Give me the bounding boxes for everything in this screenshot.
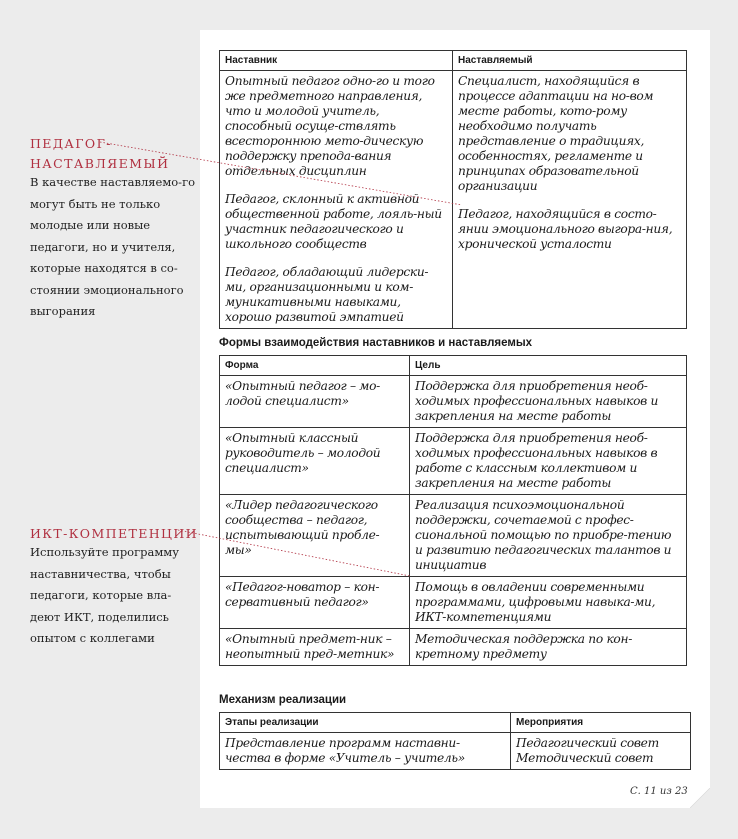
event-item: Методический совет: [516, 751, 654, 765]
column-header-form: Форма: [220, 356, 410, 376]
forms-table: [219, 355, 687, 666]
sidenote-text-ict: Используйте программу наставничества, чтобы педагоги, которые вла-деют ИКТ, поделились опытом с коллегами: [30, 545, 180, 645]
goal-cell: Помощь в овладении современными программами, цифровыми навыка-ми, ИКТ-компетенциями: [410, 577, 687, 629]
mentor-mentee-table: [219, 50, 687, 329]
page-fold-corner: [690, 788, 710, 808]
sidenote-text-mentee: В качестве наставляемо-го могут быть не только молодые или новые педагоги, но и учителя, которые находятся в со-стоянии эмоционального выгорания: [30, 175, 196, 318]
mentor-item: Педагог, обладающий лидерски-ми, организационными и ком-муникативными навыками, хорошо развитой эмпатией: [225, 265, 429, 324]
mentor-item: Опытный педагог одно-го и того же предметного направления, что и молодой учитель, способный осуще-ствлять всестороннюю мето-дическую поддержку препода-вания отдельных дисциплин: [225, 74, 435, 178]
form-cell: «Педагог-новатор – кон-сервативный педагог»: [220, 577, 410, 629]
form-cell: «Лидер педагогического сообщества – педагог, испытывающий пробле-мы»: [220, 495, 410, 577]
goal-cell: Поддержка для приобретения необ-ходимых профессиональных навыков и закрепления на месте работы: [410, 376, 687, 428]
table-header-row: [220, 356, 687, 376]
table-header-row: [220, 713, 691, 733]
sidenote-heading-line: ИКТ-КОМПЕТЕНЦИИ: [30, 526, 198, 541]
table-row: [220, 733, 691, 770]
section-title-forms: Формы взаимодействия наставников и наставляемых: [219, 337, 533, 349]
table-header-row: [220, 51, 687, 71]
column-header-events: Мероприятия: [511, 713, 691, 733]
sidenote-heading-ict: [30, 524, 198, 544]
mechanism-table: [219, 712, 691, 770]
mentee-cell: [453, 71, 687, 329]
mentor-item: Педагог, склонный к активной общественной работе, лояль-ный участник педагогического и школьного сообществ: [225, 192, 442, 251]
sidenote-heading-line: НАСТАВЛЯЕМЫЙ: [30, 156, 170, 171]
table-row: [220, 577, 687, 629]
event-item: Педагогический совет: [516, 736, 659, 750]
page-number: С. 11 из 23: [630, 786, 688, 797]
column-header-goal: Цель: [410, 356, 687, 376]
sidenote-heading-mentee: [30, 134, 169, 174]
column-header-mentee: Наставляемый: [453, 51, 687, 71]
table-row: [220, 376, 687, 428]
form-cell: «Опытный предмет-ник – неопытный пред-метник»: [220, 629, 410, 666]
mentee-item: Специалист, находящийся в процессе адаптации на но-вом месте работы, кото-рому необходимо получать представление о традициях, особенностях, регламенте и принципах образовательной организации: [458, 74, 654, 193]
mentor-cell: [220, 71, 453, 329]
goal-cell: Методическая поддержка по кон-кретному предмету: [410, 629, 687, 666]
mentee-item: Педагог, находящийся в состо-янии эмоционального выгора-ния, хронической усталости: [458, 207, 673, 251]
table-row: [220, 71, 687, 329]
goal-cell: Реализация психоэмоциональной поддержки, сочетаемой с профес-сиональной помощью по приобре-тению и развитию педагогических талантов и инициатив: [410, 495, 687, 577]
events-cell: [511, 733, 691, 770]
section-title-mechanism: Механизм реализации: [219, 694, 347, 706]
form-cell: «Опытный педагог – мо-лодой специалист»: [220, 376, 410, 428]
table-row: [220, 629, 687, 666]
form-cell: «Опытный классный руководитель – молодой специалист»: [220, 428, 410, 495]
goal-cell: Поддержка для приобретения необ-ходимых профессиональных навыков в работе с классным коллективом и закрепления на месте работы: [410, 428, 687, 495]
column-header-mentor: Наставник: [220, 51, 453, 71]
table-row: [220, 428, 687, 495]
table-row: [220, 495, 687, 577]
column-header-stages: Этапы реализации: [220, 713, 511, 733]
sidenote-heading-line: ПЕДАГОГ-: [30, 136, 112, 151]
stage-cell: Представление программ наставни-чества в форме «Учитель – учитель»: [220, 733, 511, 770]
